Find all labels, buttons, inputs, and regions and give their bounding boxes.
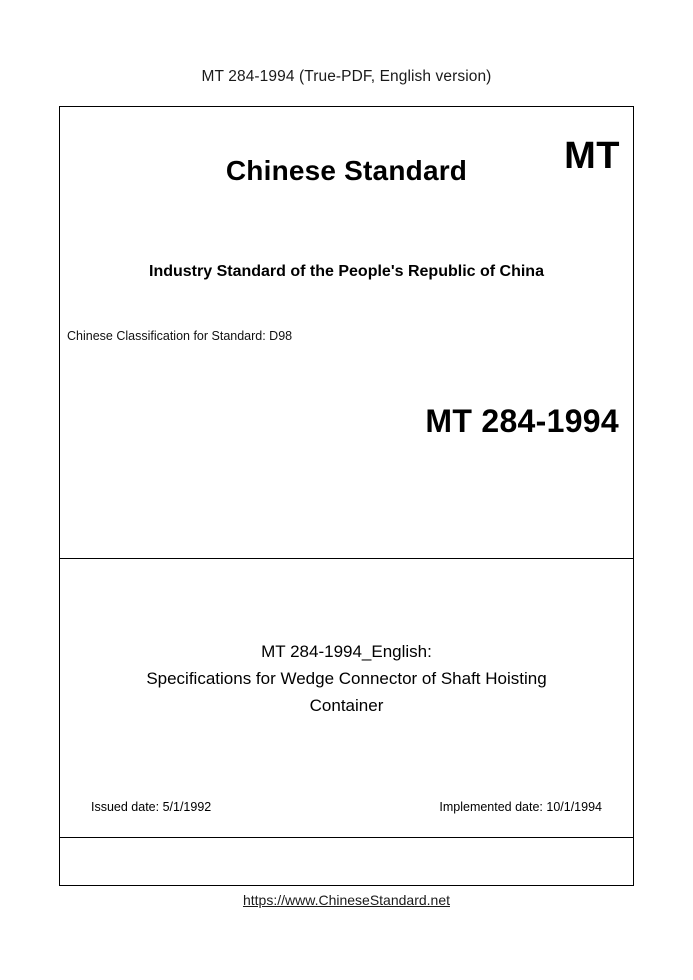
implemented-date: Implemented date: 10/1/1994: [439, 800, 602, 814]
english-title-line-2: Specifications for Wedge Connector of Shaft Hoisting: [146, 669, 547, 688]
issued-date: Issued date: 5/1/1992: [91, 800, 212, 814]
cover-lower-section: [60, 559, 633, 838]
dates-row: [60, 800, 633, 814]
english-title-block: [88, 638, 605, 719]
footer-url[interactable]: [0, 892, 693, 908]
document-header-title: MT 284-1994 (True-PDF, English version): [201, 68, 492, 85]
cover-upper-section: [60, 107, 633, 559]
footer-url-text[interactable]: https://www.ChineseStandard.net: [242, 892, 450, 908]
standard-number: MT 284-1994: [425, 403, 619, 439]
english-title-line-3: Container: [309, 696, 384, 715]
industry-standard-line: Industry Standard of the People's Republic of China: [149, 263, 544, 280]
title-row: [60, 135, 633, 207]
cover-main-title: Chinese Standard: [225, 155, 468, 186]
classification-code: Chinese Classification for Standard: D98: [67, 329, 293, 343]
mt-logo: MT: [564, 135, 620, 177]
english-title-line-1: MT 284-1994_English:: [261, 642, 432, 661]
cover-bottom-blank-section: [60, 838, 633, 885]
cover-frame: [59, 106, 634, 886]
